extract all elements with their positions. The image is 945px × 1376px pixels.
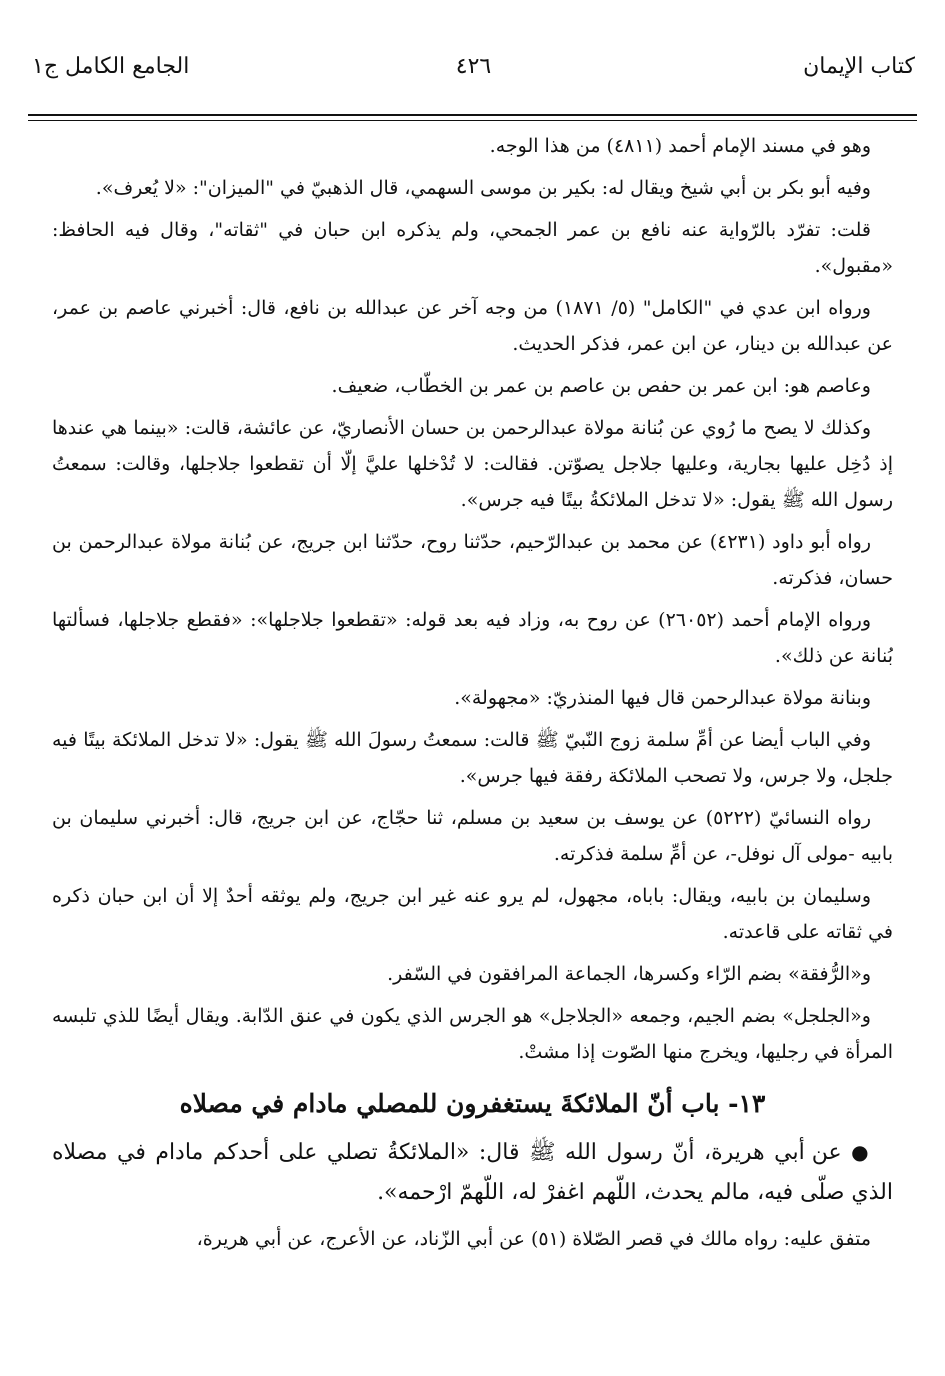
collection-title: الجامع الكامل ج١ xyxy=(32,54,190,79)
bullet-icon: ● xyxy=(851,1140,871,1164)
chapter-heading: ١٣- باب أنّ الملائكةَ يستغفرون للمصلي مادام في مصلاه xyxy=(179,1089,766,1118)
paragraph: وسليمان بن بابيه، ويقال: باباه، مجهول، لم يرو عنه غير ابن جريج، ولم يوثقه أحدٌ إلا أن ابن حبان ذكره في ثقاته على قاعدته. xyxy=(52,885,893,943)
paragraph: ورواه ابن عدي في "الكامل" (٥/ ١٨٧١) من وجه آخر عن عبدالله بن نافع، قال: أخبرني عاصم بن عمر، عن عبدالله بن دينار، عن ابن عمر، فذكر الحديث. xyxy=(52,297,893,355)
paragraph: متفق عليه: رواه مالك في قصر الصّلاة (٥١) عن أبي الزّناد، عن الأعرج، عن أبي هريرة، xyxy=(196,1228,871,1250)
paragraph: وهو في مسند الإمام أحمد (٤٨١١) من هذا الوجه. xyxy=(489,135,871,157)
paragraph: وبنانة مولاة عبدالرحمن قال فيها المنذريّ: «مجهولة». xyxy=(454,687,871,709)
header-rule-thin xyxy=(28,120,917,121)
hadith-body: عن أبي هريرة، أنّ رسول الله ﷺ قال: «الملائكةُ تصلي على أحدكم مادام في مصلاه الذي صلّى فيه، مالم يحدث، اللّهم اغفرْ له، اللّهمّ ارْحمه». xyxy=(52,1140,893,1205)
paragraph: وكذلك لا يصح ما رُوي عن بُنانة مولاة عبدالرحمن بن حسان الأنصاريّ، عن عائشة، قالت: «بينما هي عندها إذ دُخِل عليها بجارية، وعليها جلاجل يصوّتن. فقالت: لا تُدْخلها عليَّ إلّا أن تقطعوا جلاجلها، وقالت: سمعتُ رسول الله ﷺ يقول: «لا تدخل الملائكةُ بيتًا فيه جرس». xyxy=(52,417,893,511)
hadith-text xyxy=(52,1132,893,1213)
paragraph: رواه النسائيّ (٥٢٢٢) عن يوسف بن سعيد بن مسلم، ثنا حجّاج، عن ابن جريج، قال: أخبرني سليمان بن بابيه -مولى آل نوفل-، عن أمِّ سلمة فذكرته. xyxy=(52,807,893,865)
paragraph: وعاصم هو: ابن عمر بن حفص بن عاصم بن عمر بن الخطّاب، ضعيف. xyxy=(331,375,871,397)
page-number: ٤٢٦ xyxy=(455,54,492,79)
header-rule-thick xyxy=(28,114,917,116)
book-title: كتاب الإيمان xyxy=(803,54,915,79)
paragraph: وفي الباب أيضا عن أمِّ سلمة زوج النّبيّ ﷺ قالت: سمعتُ رسولَ الله ﷺ يقول: «لا تدخل الملائكة بيتًا فيه جلجل، ولا جرس، ولا تصحب الملائكة رفقة فيها جرس». xyxy=(52,729,893,787)
paragraph: و«الجلجل» بضم الجيم، وجمعه «الجلاجل» هو الجرس الذي يكون في عنق الدّابة. ويقال أيضًا للذي تلبسه المرأة في رجليها، ويخرج منها الصّوت إذا مشتْ. xyxy=(52,1005,893,1063)
paragraph: وفيه أبو بكر بن أبي شيخ ويقال له: بكير بن موسى السهمي، قال الذهبيّ في "الميزان": «لا يُعرف». xyxy=(95,177,871,199)
paragraph: ورواه الإمام أحمد (٢٦٠٥٢) عن روح به، وزاد فيه بعد قوله: «تقطعوا جلاجلها»: «فقطع جلاجلها، فسألتها بُنانة عن ذلك». xyxy=(52,609,893,667)
paragraph: رواه أبو داود (٤٢٣١) عن محمد بن عبدالرّحيم، حدّثنا روح، حدّثنا ابن جريج، عن بُنانة مولاة عبدالرحمن بن حسان، فذكرته. xyxy=(52,531,893,589)
page-header xyxy=(32,54,915,110)
paragraph: قلت: تفرّد بالرّواية عنه نافع بن عمر الجمحي، ولم يذكره ابن حبان في "ثقاته"، وقال فيه الحافظ: «مقبول». xyxy=(52,219,893,277)
paragraph: و«الرُّفقة» بضم الرّاء وكسرها، الجماعة المرافقون في السّفر. xyxy=(387,963,871,985)
page-body xyxy=(52,128,893,1336)
